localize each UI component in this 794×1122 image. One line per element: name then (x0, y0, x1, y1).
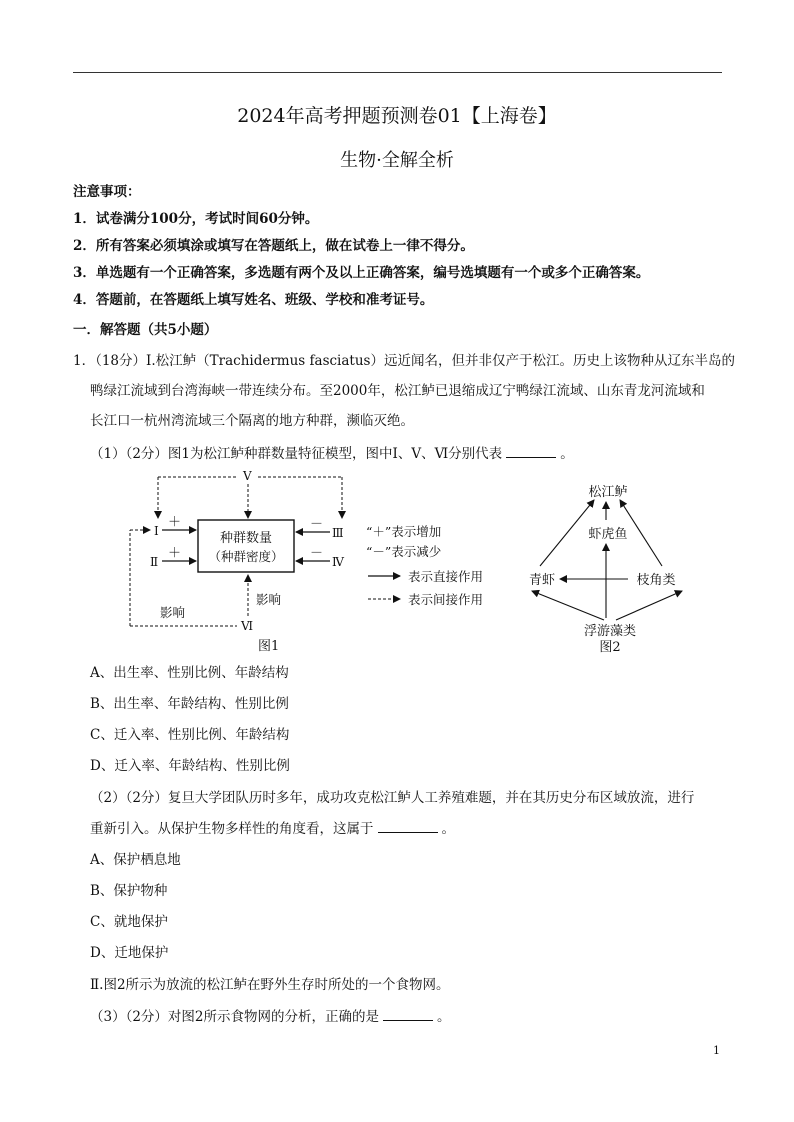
answer-blank[interactable] (506, 445, 556, 458)
figure1-population-model (120, 460, 500, 660)
fig1-influence-left: 影响 (160, 605, 186, 620)
fig1-legend-direct: 表示直接作用 (408, 569, 484, 584)
q1-sub2-option-c[interactable]: C、就地保护 (90, 914, 168, 930)
q1-sub2 (90, 820, 455, 838)
q1-sub2-option-d[interactable]: D、迁地保护 (90, 945, 169, 961)
q1-sub1-end: 。 (560, 446, 574, 462)
q1-sub1-text: （1）（2分）图1为松江鲈种群数量特征模型，图中Ⅰ、Ⅴ、Ⅵ分别代表 (90, 446, 503, 462)
fig2-node-qingxia: 青虾 (528, 573, 556, 588)
q1-sub1-option-a[interactable]: A、出生率、性别比例、年龄结构 (90, 665, 289, 681)
fig1-influence-right: 影响 (256, 592, 282, 607)
q1-part2: Ⅱ.图2所示为放流的松江鲈在野外生存时所处的一个食物网。 (90, 977, 450, 993)
fig1-label-ii: Ⅱ (150, 555, 159, 569)
fig1-legend-minus: “－”表示减少 (366, 544, 442, 559)
fig1-minus-sign: － (310, 546, 324, 561)
q1-sub2-text: 重新引入。从保护生物多样性的角度看，这属于 (90, 821, 374, 837)
fig1-box-line2: （种群密度） (208, 549, 284, 564)
fig1-plus-sign: ＋ (168, 515, 182, 530)
q1-sub2-option-b[interactable]: B、保护物种 (90, 883, 168, 899)
page-subtitle: 生物·全解全析 (340, 150, 454, 171)
note-item: 1．试卷满分100分，考试时间60分钟。 (73, 211, 319, 227)
fig2-caption: 图2 (599, 640, 621, 655)
fig1-label-iii: Ⅲ (332, 526, 344, 540)
note-item: 2．所有答案必须填涂或填写在答题纸上，做在试卷上一律不得分。 (73, 238, 474, 254)
q1-intro-line: 长江口一杭州湾流域三个隔离的地方种群，濒临灭绝。 (90, 413, 414, 429)
fig2-node-songjianglu: 松江鲈 (588, 485, 628, 500)
q1-sub2-line: （2）（2分）复旦大学团队历时多年，成功攻克松江鲈人工养殖难题，并在其历史分布区域放流，进行 (90, 790, 695, 806)
q1-sub1-option-b[interactable]: B、出生率、年龄结构、性别比例 (90, 696, 289, 712)
fig2-node-xiahuyu: 虾虎鱼 (588, 527, 628, 542)
notes-heading: 注意事项： (73, 184, 141, 200)
section-heading: 一．解答题（共5小题） (73, 322, 218, 338)
q1-sub1-option-c[interactable]: C、迁入率、性别比例、年龄结构 (90, 727, 290, 743)
answer-blank[interactable] (378, 820, 438, 833)
fig1-label-i: Ⅰ (154, 524, 159, 538)
q1-sub2-end: 。 (441, 821, 455, 837)
fig1-label-vi: Ⅵ (241, 619, 254, 633)
q1-sub3 (90, 1008, 451, 1026)
fig1-minus-sign: － (310, 517, 324, 532)
q1-sub3-text: （3）（2分）对图2所示食物网的分析，正确的是 (90, 1009, 380, 1025)
fig2-node-zhijiaolei: 枝角类 (636, 573, 676, 588)
q1-sub3-end: 。 (437, 1009, 451, 1025)
figure2-food-web (512, 476, 712, 661)
note-item: 4．答题前，在答题纸上填写姓名、班级、学校和准考证号。 (73, 292, 434, 308)
header-rule (73, 72, 722, 73)
note-item: 3．单选题有一个正确答案，多选题有两个及以上正确答案，编号选填题有一个或多个正确答案。 (73, 265, 650, 281)
fig1-caption: 图1 (258, 639, 280, 654)
answer-blank[interactable] (383, 1008, 433, 1021)
fig1-label-v: Ⅴ (243, 469, 252, 483)
q1-sub2-option-a[interactable]: A、保护栖息地 (90, 852, 181, 868)
q1-sub1-option-d[interactable]: D、迁入率、年龄结构、性别比例 (90, 758, 290, 774)
q1-intro-line: 1．（18分）Ⅰ.松江鲈（Trachidermus fasciatus）远近闻名，但并非仅产于松江。历史上该物种从辽东半岛的 (73, 353, 735, 369)
fig1-label-iv: Ⅳ (332, 555, 344, 569)
page-title: 2024年高考押题预测卷01【上海卷】 (237, 105, 557, 127)
page-number: 1 (713, 1044, 720, 1057)
fig2-node-fuyouzaolei: 浮游藻类 (583, 624, 637, 639)
q1-intro-line: 鸭绿江流域到台湾海峡一带连续分布。至2000年，松江鲈已退缩成辽宁鸭绿江流域、山东青龙河流域和 (90, 383, 705, 399)
fig1-legend-plus: “＋”表示增加 (366, 524, 442, 539)
fig1-box-line1: 种群数量 (219, 531, 273, 546)
fig1-legend-indirect: 表示间接作用 (408, 592, 484, 607)
fig1-plus-sign: ＋ (168, 546, 182, 561)
